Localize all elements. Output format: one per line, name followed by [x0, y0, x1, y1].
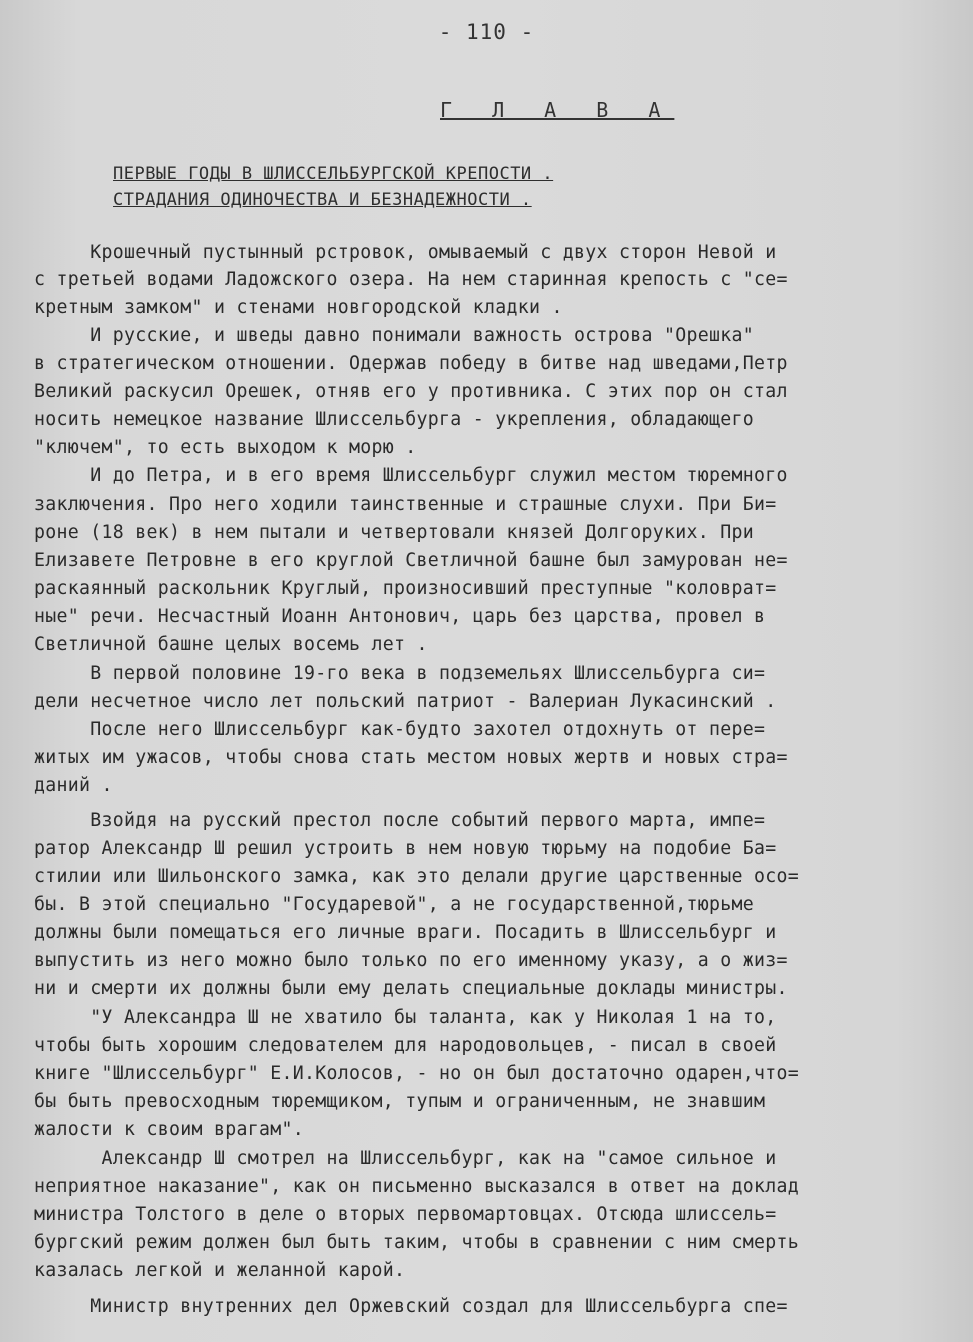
body-line: ратор Александр Ш решил устроить в нем новую тюрьму на подобие Ба= — [34, 838, 777, 859]
body-line: чтобы быть хорошим следователем для народовольцев, - писал в своей — [34, 1035, 777, 1056]
body-line: носить немецкое название Шлиссельбурга - укрепления, обладающего — [34, 409, 754, 430]
chapter-title: Г Л А В А — [440, 98, 675, 122]
body-line: Крошечный пустынный рстровок, омываемый с двух сторон Невой и — [34, 242, 777, 263]
body-line: Елизавете Петровне в его круглой Светличной башне был замурован не= — [34, 550, 788, 571]
body-line: бы. В этой специально "Государевой", а не государственной,тюрьме — [34, 894, 754, 915]
body-line: Великий раскусил Орешек, отняв его у противника. С этих пор он стал — [34, 381, 788, 402]
body-line: министра Толстого в деле о вторых первомартовцах. Отсюда шлиссель= — [34, 1204, 777, 1225]
body-line: И до Петра, и в его время Шлиссельбург служил местом тюремного — [34, 465, 788, 486]
body-line: казалась легкой и желанной карой. — [34, 1260, 406, 1281]
body-line: с третьей водами Ладожского озера. На нем старинная крепость с "се= — [34, 269, 788, 290]
body-line: Александр Ш смотрел на Шлиссельбург, как на "самое сильное и — [34, 1148, 777, 1169]
body-line: В первой половине 19-го века в подземельях Шлиссельбурга си= — [34, 663, 766, 684]
body-line: в стратегическом отношении. Одержав победу в битве над шведами,Петр — [34, 353, 788, 374]
body-line: "У Александра Ш не хватило бы таланта, как у Николая 1 на то, — [34, 1007, 777, 1028]
body-line: Взойдя на русский престол после событий первого марта, импе= — [34, 810, 766, 831]
body-line: заключения. Про него ходили таинственные и страшные слухи. При Би= — [34, 494, 777, 515]
body-line: книге "Шлиссельбург" Е.И.Колосов, - но он был достаточно одарен,что= — [34, 1063, 799, 1084]
chapter-heading-line-1: ПЕРВЫЕ ГОДЫ В ШЛИССЕЛЬБУРГСКОЙ КРЕПОСТИ . — [113, 164, 554, 184]
body-line: неприятное наказание", как он письменно высказался в ответ на доклад — [34, 1176, 799, 1197]
body-line: бургский режим должен был быть таким, чтобы в сравнении с ним смерть — [34, 1232, 799, 1253]
body-line: раскаянный раскольник Круглый, произносивший преступные "коловрат= — [34, 578, 777, 599]
body-line: стилии или Шильонского замка, как это делали другие царственные осо= — [34, 866, 799, 887]
body-line: даний . — [34, 775, 113, 796]
body-line: кретным замком" и стенами новгородской кладки . — [34, 297, 563, 318]
body-line: дели несчетное число лет польский патриот - Валериан Лукасинский . — [34, 691, 777, 712]
body-line: роне (18 век) в нем пытали и четвертовали князей Долгоруких. При — [34, 522, 754, 543]
chapter-heading-line-2: СТРАДАНИЯ ОДИНОЧЕСТВА И БЕЗНАДЕЖНОСТИ . — [113, 190, 532, 210]
body-line: ни и смерти их должны были ему делать специальные доклады министры. — [34, 978, 788, 999]
body-line: бы быть превосходным тюремщиком, тупым и ограниченным, не знавшим — [34, 1091, 766, 1112]
body-line: После него Шлиссельбург как-будто захотел отдохнуть от пере= — [34, 719, 766, 740]
body-line: выпустить из него можно было только по его именному указу, а о жиз= — [34, 950, 788, 971]
body-line: жалости к своим врагам". — [34, 1119, 304, 1140]
body-line: Министр внутренних дел Оржевский создал для Шлиссельбурга спе= — [34, 1296, 788, 1317]
body-line: Светличной башне целых восемь лет . — [34, 634, 428, 655]
body-line: должны были помещаться его личные враги. Посадить в Шлиссельбург и — [34, 922, 777, 943]
body-line: И русские, и шведы давно понимали важность острова "Орешка" — [34, 325, 754, 346]
body-line: "ключем", то есть выходом к морю . — [34, 437, 417, 458]
body-line: житых им ужасов, чтобы снова стать местом новых жертв и новых стра= — [34, 747, 788, 768]
body-line: ные" речи. Несчастный Иоанн Антонович, царь без царства, провел в — [34, 606, 766, 627]
page-number: - 110 - — [438, 20, 535, 44]
